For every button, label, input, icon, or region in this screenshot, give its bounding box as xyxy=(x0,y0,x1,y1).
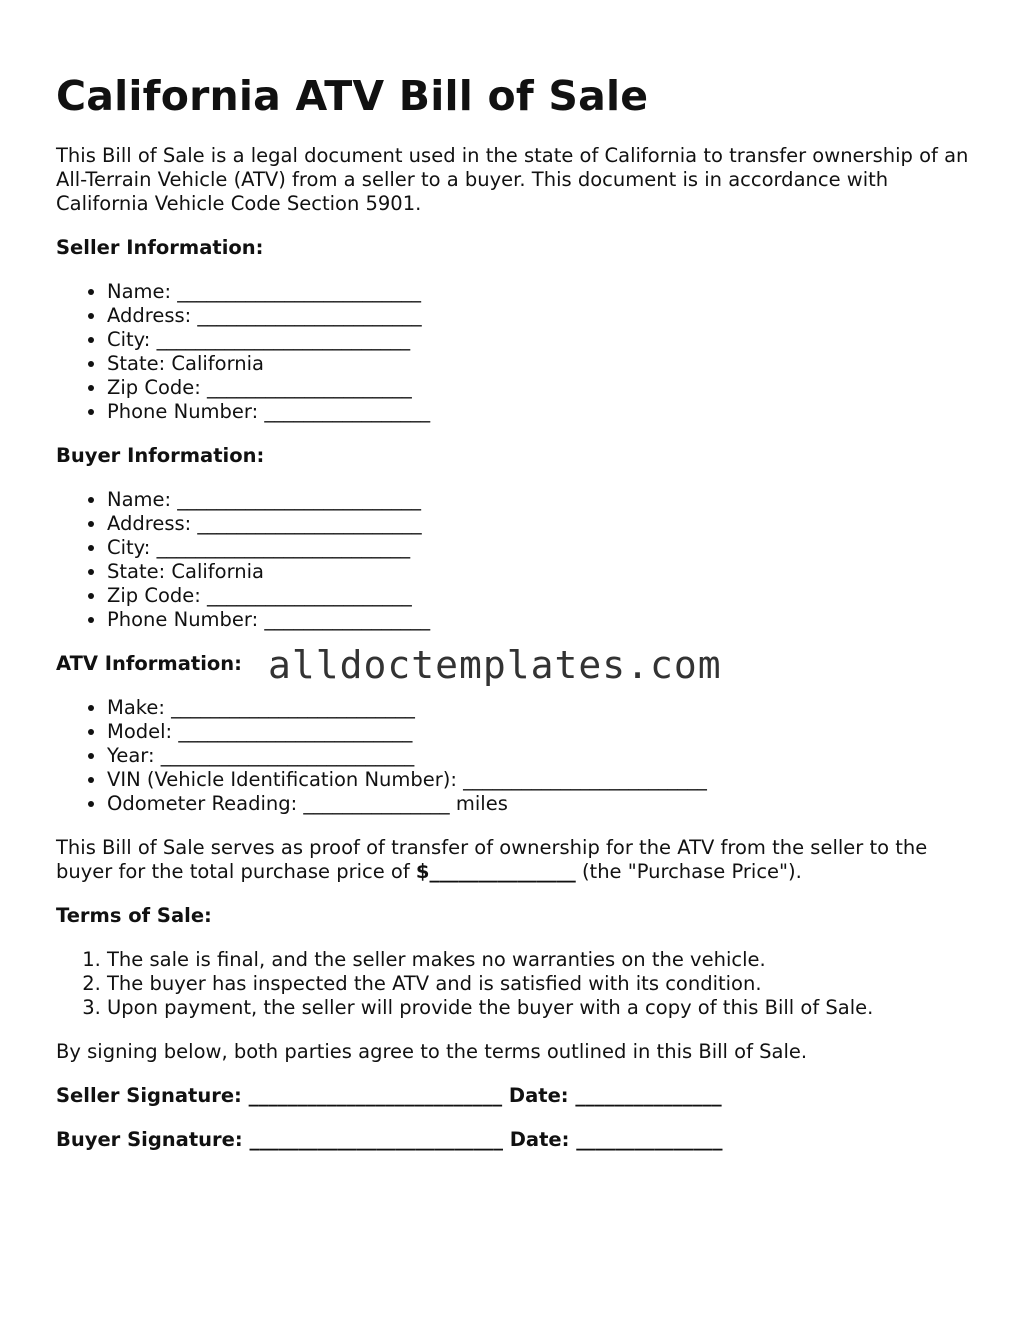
buyer-list xyxy=(56,488,976,632)
page-title: California ATV Bill of Sale xyxy=(56,72,649,120)
atv-vin-field: • VIN (Vehicle Identification Number): _________________________ xyxy=(107,768,976,792)
purchase-price-blank: $_______________ xyxy=(415,860,576,883)
atv-odometer-field: • Odometer Reading: _______________ miles xyxy=(107,792,976,816)
seller-phone-field: • Phone Number: _________________ xyxy=(107,400,976,424)
intro-paragraph: This Bill of Sale is a legal document used in the state of California to transfer ownership of an All-Terrain Vehicle (ATV) from a seller to a buyer. This document is in accordance with California Vehicle Code Section 5901. xyxy=(56,144,969,215)
buyer-name-field: • Name: _________________________ xyxy=(107,488,976,512)
term-item: 3. Upon payment, the seller will provide the buyer with a copy of this Bill of Sale. xyxy=(107,996,976,1020)
document-page xyxy=(56,70,976,1172)
terms-heading: Terms of Sale: xyxy=(56,904,212,927)
atv-make-field: • Make: _________________________ xyxy=(107,696,976,720)
seller-zip-field: • Zip Code: _____________________ xyxy=(107,376,976,400)
buyer-zip-field: • Zip Code: _____________________ xyxy=(107,584,976,608)
atv-model-field: • Model: ________________________ xyxy=(107,720,976,744)
buyer-phone-field: • Phone Number: _________________ xyxy=(107,608,976,632)
seller-name-field: • Name: _________________________ xyxy=(107,280,976,304)
buyer-heading: Buyer Information: xyxy=(56,444,265,467)
seller-signature-line: Seller Signature: __________________________ Date: _______________ xyxy=(56,1084,722,1107)
buyer-address-field: • Address: _______________________ xyxy=(107,512,976,536)
seller-list xyxy=(56,280,976,424)
proof-text-after: (the "Purchase Price"). xyxy=(575,860,802,883)
agreement-paragraph: By signing below, both parties agree to the terms outlined in this Bill of Sale. xyxy=(56,1040,808,1063)
seller-city-field: • City: __________________________ xyxy=(107,328,976,352)
atv-list xyxy=(56,696,976,816)
atv-year-field: • Year: __________________________ xyxy=(107,744,976,768)
buyer-signature-line: Buyer Signature: __________________________ Date: _______________ xyxy=(56,1128,723,1151)
seller-state-field: • State: California xyxy=(107,352,976,376)
term-item: 2. The buyer has inspected the ATV and is satisfied with its condition. xyxy=(107,972,976,996)
proof-text-before: This Bill of Sale serves as proof of transfer of ownership for the ATV from the seller to the buyer for the total purchase price of xyxy=(56,836,928,883)
proof-paragraph xyxy=(56,836,976,884)
term-item: 1. The sale is final, and the seller makes no warranties on the vehicle. xyxy=(107,948,976,972)
seller-address-field: • Address: _______________________ xyxy=(107,304,976,328)
terms-list xyxy=(56,948,976,1020)
buyer-city-field: • City: __________________________ xyxy=(107,536,976,560)
watermark-text: alldoctemplates.com xyxy=(268,643,722,687)
buyer-state-field: • State: California xyxy=(107,560,976,584)
seller-heading: Seller Information: xyxy=(56,236,264,259)
atv-heading: ATV Information: xyxy=(56,652,242,675)
